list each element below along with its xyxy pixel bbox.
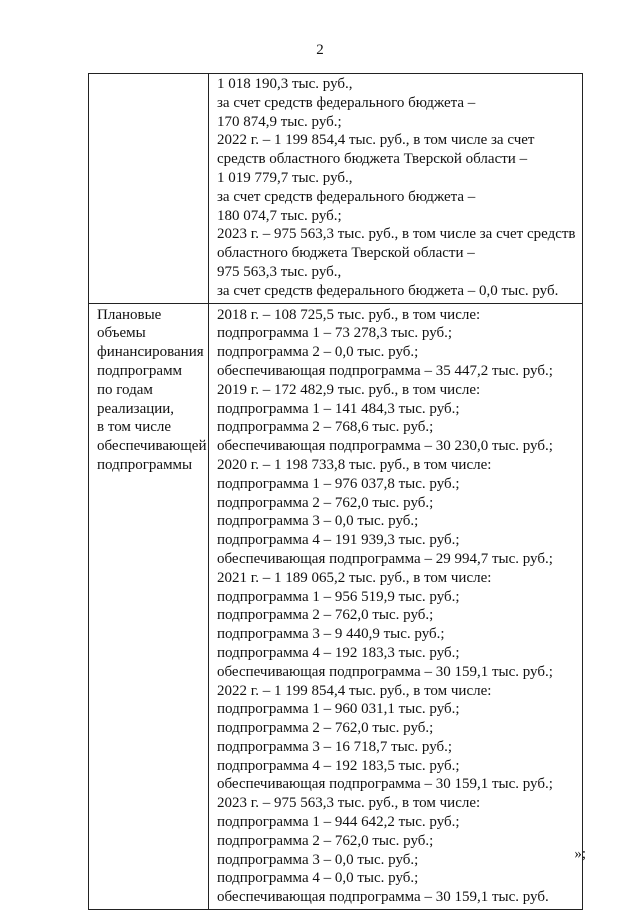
value-line: подпрограмма 3 – 16 718,7 тыс. руб.; <box>217 738 453 755</box>
label-line: в том числе <box>97 419 172 436</box>
row-label-cell <box>89 74 209 304</box>
value-line: обеспечивающая подпрограмма – 30 230,0 тыс. руб.; <box>217 438 553 455</box>
value-line: подпрограмма 1 – 944 642,2 тыс. руб.; <box>217 814 460 831</box>
label-line: Плановые <box>97 306 162 323</box>
value-line: 975 563,3 тыс. руб., <box>217 263 342 280</box>
value-line: подпрограмма 3 – 0,0 тыс. руб.; <box>217 851 419 868</box>
value-line: 2019 г. – 172 482,9 тыс. руб., в том числе: <box>217 381 481 398</box>
value-line: подпрограмма 1 – 956 519,9 тыс. руб.; <box>217 588 460 605</box>
closing-quote-mark: »; <box>574 846 586 862</box>
value-line: средств областного бюджета Тверской области – <box>217 151 528 168</box>
value-line: 1 019 779,7 тыс. руб., <box>217 169 353 186</box>
value-line: подпрограмма 2 – 762,0 тыс. руб.; <box>217 494 434 511</box>
value-line: областного бюджета Тверской области – <box>217 245 475 262</box>
value-line: 170 874,9 тыс. руб.; <box>217 113 342 130</box>
label-line: реализации, <box>97 400 175 417</box>
value-line: 2023 г. – 975 563,3 тыс. руб., в том числе за счет средств <box>217 226 576 243</box>
value-line: обеспечивающая подпрограмма – 35 447,2 тыс. руб.; <box>217 362 553 379</box>
value-line: обеспечивающая подпрограмма – 30 159,1 тыс. руб.; <box>217 776 553 793</box>
value-line: подпрограмма 1 – 976 037,8 тыс. руб.; <box>217 475 460 492</box>
value-line: подпрограмма 2 – 0,0 тыс. руб.; <box>217 344 419 361</box>
row-label-lines <box>97 306 207 475</box>
value-line: подпрограмма 3 – 0,0 тыс. руб.; <box>217 513 419 530</box>
value-line: обеспечивающая подпрограмма – 29 994,7 тыс. руб.; <box>217 550 553 567</box>
row-value-cell <box>209 74 583 304</box>
label-line: подпрограмм <box>97 362 183 379</box>
value-line: за счет средств федерального бюджета – 0,0 тыс. руб. <box>217 282 559 299</box>
value-line: подпрограмма 4 – 0,0 тыс. руб.; <box>217 870 419 887</box>
value-line: подпрограмма 2 – 762,0 тыс. руб.; <box>217 607 434 624</box>
value-line: обеспечивающая подпрограмма – 30 159,1 тыс. руб. <box>217 889 549 906</box>
value-line: подпрограмма 4 – 191 939,3 тыс. руб.; <box>217 532 460 549</box>
value-line: обеспечивающая подпрограмма – 30 159,1 тыс. руб.; <box>217 663 553 680</box>
table-row-continuation <box>89 74 583 304</box>
row-value-cell <box>209 303 583 910</box>
value-line: 2022 г. – 1 199 854,4 тыс. руб., в том числе: <box>217 682 492 699</box>
value-line: подпрограмма 1 – 73 278,3 тыс. руб.; <box>217 325 453 342</box>
label-line: обеспечивающей <box>97 438 207 455</box>
value-line: за счет средств федерального бюджета – <box>217 188 476 205</box>
row-label-cell <box>89 303 209 910</box>
value-line: подпрограмма 2 – 762,0 тыс. руб.; <box>217 832 434 849</box>
value-line: 2022 г. – 1 199 854,4 тыс. руб., в том числе за счет <box>217 132 535 149</box>
value-line: подпрограмма 1 – 141 484,3 тыс. руб.; <box>217 400 460 417</box>
financing-table <box>88 73 583 910</box>
label-line: по годам <box>97 381 153 398</box>
label-line: объемы <box>97 325 146 342</box>
value-line: 180 074,7 тыс. руб.; <box>217 207 342 224</box>
value-line: подпрограмма 2 – 768,6 тыс. руб.; <box>217 419 434 436</box>
page-number: 2 <box>316 42 324 58</box>
label-line: финансирования <box>97 344 204 361</box>
value-line: 2018 г. – 108 725,5 тыс. руб., в том числе: <box>217 306 481 323</box>
value-line: подпрограмма 3 – 9 440,9 тыс. руб.; <box>217 626 445 643</box>
value-line: 2023 г. – 975 563,3 тыс. руб., в том числе: <box>217 795 481 812</box>
label-line: подпрограммы <box>97 456 193 473</box>
table-row-financing-by-year <box>89 303 583 910</box>
value-line: за счет средств федерального бюджета – <box>217 94 476 111</box>
value-line: 2020 г. – 1 198 733,8 тыс. руб., в том числе: <box>217 456 492 473</box>
value-line: подпрограмма 4 – 192 183,3 тыс. руб.; <box>217 644 460 661</box>
value-line: подпрограмма 2 – 762,0 тыс. руб.; <box>217 720 434 737</box>
row-value-lines <box>217 75 578 301</box>
value-line: 2021 г. – 1 189 065,2 тыс. руб., в том числе: <box>217 569 492 586</box>
value-line: 1 018 190,3 тыс. руб., <box>217 76 353 92</box>
value-line: подпрограмма 1 – 960 031,1 тыс. руб.; <box>217 701 460 718</box>
row-value-lines <box>217 306 578 908</box>
value-line: подпрограмма 4 – 192 183,5 тыс. руб.; <box>217 757 460 774</box>
